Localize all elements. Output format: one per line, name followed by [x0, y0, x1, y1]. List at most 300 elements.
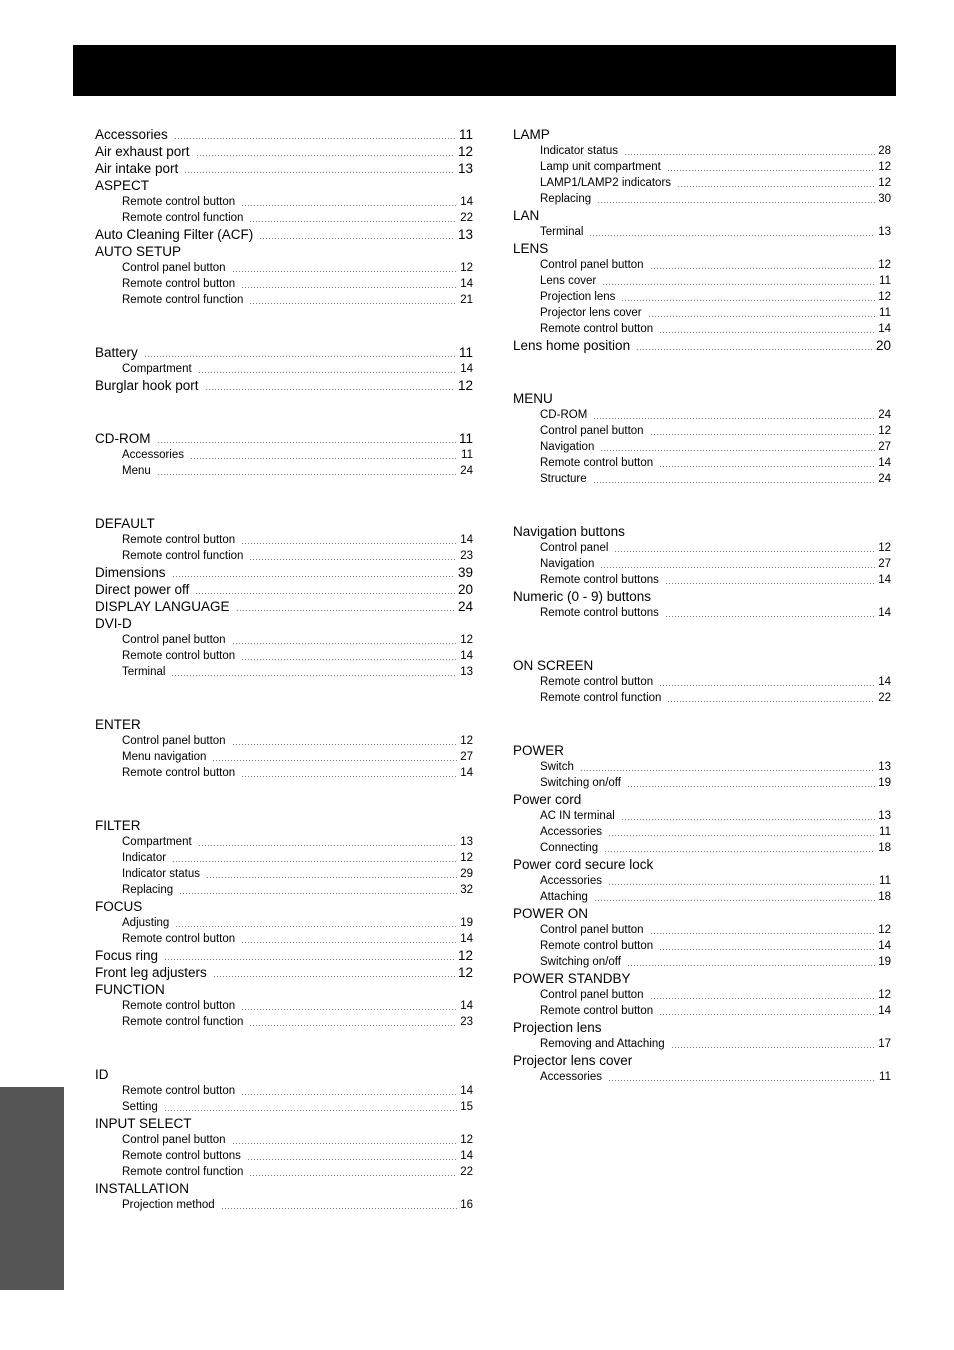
- index-entry: [95, 947, 473, 964]
- index-heading-label: POWER: [513, 743, 565, 758]
- index-subentry: [540, 471, 891, 487]
- index-heading-label: POWER STANDBY: [513, 971, 631, 986]
- entry-label: Remote control buttons: [540, 607, 659, 619]
- index-heading-label: DVI-D: [95, 616, 132, 631]
- page-number: 12: [878, 425, 891, 437]
- dot-leader: [650, 434, 876, 435]
- index-heading: [95, 1115, 473, 1132]
- page-number: 22: [460, 1166, 473, 1178]
- index-heading-label: INSTALLATION: [95, 1181, 190, 1196]
- section-gap: [95, 308, 473, 344]
- dot-leader: [659, 685, 875, 686]
- page-number: 14: [460, 767, 473, 779]
- section-gap: [513, 354, 891, 390]
- index-heading: [95, 515, 473, 532]
- page-number: 32: [460, 884, 473, 896]
- index-subentry: [540, 954, 891, 970]
- dot-leader: [608, 1080, 876, 1081]
- entry-label: Remote control buttons: [122, 1150, 241, 1162]
- index-subentry: [122, 834, 473, 850]
- index-subentry: [540, 605, 891, 621]
- dot-leader: [144, 356, 456, 357]
- entry-label: Terminal: [122, 666, 166, 678]
- index-heading: [95, 177, 473, 194]
- page-number: 22: [460, 212, 473, 224]
- entry-label: Remote control function: [540, 692, 662, 704]
- dot-leader: [195, 593, 455, 594]
- index-subentry: [122, 532, 473, 548]
- entry-label: Setting: [122, 1101, 158, 1113]
- dot-leader: [614, 551, 875, 552]
- index-subentry: [540, 808, 891, 824]
- index-subentry: [540, 987, 891, 1003]
- entry-label: Remote control button: [122, 278, 236, 290]
- index-heading-label: Projection lens: [513, 1020, 602, 1035]
- index-heading: [513, 657, 891, 674]
- index-subentry: [540, 407, 891, 423]
- page-number: 11: [461, 449, 473, 461]
- index-heading-label: Navigation buttons: [513, 524, 625, 539]
- index-subentry: [122, 260, 473, 276]
- index-subentry: [540, 572, 891, 588]
- dot-leader: [621, 300, 875, 301]
- index-subentry: [122, 648, 473, 664]
- dot-leader: [241, 1009, 457, 1010]
- page-number: 12: [460, 262, 473, 274]
- index-heading: [513, 1052, 891, 1069]
- entry-label: Lens home position: [513, 338, 631, 353]
- entry-label: Navigation: [540, 441, 595, 453]
- index-subentry: [122, 1148, 473, 1164]
- index-entry: [95, 126, 473, 143]
- page-number: 13: [878, 226, 891, 238]
- page-number: 23: [460, 1016, 473, 1028]
- dot-leader: [593, 482, 876, 483]
- entry-label: Air intake port: [95, 161, 179, 176]
- entry-label: Remote control button: [540, 940, 654, 952]
- entry-label: Air exhaust port: [95, 144, 190, 159]
- dot-leader: [190, 458, 458, 459]
- entry-label: Control panel button: [122, 1134, 226, 1146]
- index-entry: [95, 581, 473, 598]
- index-heading-label: LENS: [513, 241, 549, 256]
- dot-leader: [232, 744, 458, 745]
- entry-label: Remote control function: [122, 212, 244, 224]
- dot-leader: [621, 819, 875, 820]
- entry-label: Direct power off: [95, 582, 190, 597]
- index-subentry: [540, 840, 891, 856]
- page-number: 11: [879, 307, 891, 319]
- dot-leader: [241, 1094, 457, 1095]
- page-number: 12: [460, 735, 473, 747]
- entry-label: Connecting: [540, 842, 599, 854]
- entry-label: Menu navigation: [122, 751, 207, 763]
- side-tab: [0, 1087, 64, 1290]
- entry-label: Switching on/off: [540, 777, 621, 789]
- page-number: 11: [458, 431, 473, 446]
- page-number: 14: [460, 1000, 473, 1012]
- page-number: 13: [460, 666, 473, 678]
- entry-label: Burglar hook port: [95, 378, 199, 393]
- dot-leader: [206, 877, 457, 878]
- dot-leader: [627, 965, 875, 966]
- index-subentry: [122, 1014, 473, 1030]
- index-heading: [513, 1019, 891, 1036]
- dot-leader: [249, 1175, 457, 1176]
- index-heading: [95, 1180, 473, 1197]
- index-subentry: [540, 289, 891, 305]
- page-number: 11: [879, 826, 891, 838]
- page-number: 14: [460, 196, 473, 208]
- entry-label: Structure: [540, 473, 587, 485]
- dot-leader: [650, 268, 876, 269]
- entry-label: Control panel button: [540, 425, 644, 437]
- dot-leader: [241, 287, 457, 288]
- entry-label: Switching on/off: [540, 956, 621, 968]
- section-gap: [95, 1030, 473, 1066]
- index-heading: [513, 126, 891, 143]
- section-gap: [513, 487, 891, 523]
- index-subentry: [122, 882, 473, 898]
- dot-leader: [665, 616, 875, 617]
- index-subentry: [122, 931, 473, 947]
- index-entry: [95, 226, 473, 243]
- entry-label: Remote control button: [122, 650, 236, 662]
- page-number: 11: [879, 875, 891, 887]
- index-heading: [95, 243, 473, 260]
- index-heading: [513, 523, 891, 540]
- page-number: 20: [457, 582, 473, 597]
- entry-label: Remote control function: [122, 1166, 244, 1178]
- dot-leader: [636, 349, 873, 350]
- dot-leader: [627, 786, 875, 787]
- page-number: 18: [878, 891, 891, 903]
- index-heading-label: LAN: [513, 208, 540, 223]
- index-subentry: [122, 194, 473, 210]
- entry-label: Remote control button: [122, 767, 236, 779]
- index-entry: [95, 430, 473, 447]
- entry-label: Replacing: [540, 193, 592, 205]
- entry-label: AC IN terminal: [540, 810, 615, 822]
- index-heading-label: LAMP: [513, 127, 550, 142]
- entry-label: Accessories: [95, 127, 168, 142]
- index-heading: [95, 898, 473, 915]
- dot-leader: [164, 1110, 457, 1111]
- dot-leader: [593, 418, 875, 419]
- dot-leader: [157, 474, 457, 475]
- index-subentry: [540, 423, 891, 439]
- index-subentry: [122, 292, 473, 308]
- entry-label: Replacing: [122, 884, 174, 896]
- index-heading: [513, 791, 891, 808]
- entry-label: Auto Cleaning Filter (ACF): [95, 227, 254, 242]
- index-entry: [95, 564, 473, 581]
- index-subentry: [540, 455, 891, 471]
- entry-label: Remote control button: [122, 1000, 236, 1012]
- dot-leader: [174, 138, 456, 139]
- entry-label: Accessories: [122, 449, 184, 461]
- page-number: 14: [878, 574, 891, 586]
- dot-leader: [184, 172, 455, 173]
- entry-label: Indicator status: [540, 145, 618, 157]
- index-subentry: [122, 548, 473, 564]
- entry-label: Remote control button: [122, 933, 236, 945]
- page-number: 14: [460, 278, 473, 290]
- page-number: 13: [460, 836, 473, 848]
- index-heading-label: AUTO SETUP: [95, 244, 182, 259]
- page-number: 12: [878, 177, 891, 189]
- dot-leader: [650, 998, 876, 999]
- dot-leader: [247, 1159, 457, 1160]
- entry-label: Accessories: [540, 1071, 602, 1083]
- dot-leader: [659, 1014, 875, 1015]
- page-number: 14: [460, 933, 473, 945]
- index-subentry: [540, 1003, 891, 1019]
- section-gap: [95, 781, 473, 817]
- page-number: 14: [878, 1005, 891, 1017]
- dot-leader: [659, 949, 875, 950]
- entry-label: Remote control button: [122, 534, 236, 546]
- dot-leader: [608, 835, 876, 836]
- index-heading-label: POWER ON: [513, 906, 589, 921]
- entry-label: Control panel button: [122, 634, 226, 646]
- index-subentry: [122, 765, 473, 781]
- page-number: 14: [878, 676, 891, 688]
- entry-label: Attaching: [540, 891, 588, 903]
- page-number: 13: [878, 761, 891, 773]
- dot-leader: [232, 271, 458, 272]
- entry-label: Control panel button: [540, 989, 644, 1001]
- dot-leader: [249, 559, 457, 560]
- entry-label: Control panel button: [540, 924, 644, 936]
- index-subentry: [540, 775, 891, 791]
- dot-leader: [667, 170, 875, 171]
- entry-label: Dimensions: [95, 565, 166, 580]
- page-number: 12: [460, 634, 473, 646]
- dot-leader: [232, 1143, 458, 1144]
- index-column-right: [513, 126, 891, 1085]
- dot-leader: [205, 389, 455, 390]
- index-subentry: [540, 439, 891, 455]
- entry-label: Menu: [122, 465, 151, 477]
- page-number: 24: [878, 409, 891, 421]
- entry-label: Accessories: [540, 826, 602, 838]
- entry-label: Remote control button: [122, 196, 236, 208]
- dot-leader: [175, 926, 457, 927]
- page-number: 12: [457, 948, 473, 963]
- page-number: 23: [460, 550, 473, 562]
- index-subentry: [122, 866, 473, 882]
- dot-leader: [650, 933, 876, 934]
- index-heading: [513, 390, 891, 407]
- index-subentry: [122, 1083, 473, 1099]
- dot-leader: [157, 442, 456, 443]
- entry-label: Compartment: [122, 363, 192, 375]
- entry-label: Projector lens cover: [540, 307, 642, 319]
- index-subentry: [540, 305, 891, 321]
- page-number: 16: [460, 1199, 473, 1211]
- index-entry: [95, 143, 473, 160]
- index-heading-label: Projector lens cover: [513, 1053, 633, 1068]
- index-subentry: [122, 447, 473, 463]
- page-number: 27: [878, 441, 891, 453]
- dot-leader: [597, 202, 875, 203]
- page-number: 17: [878, 1038, 891, 1050]
- dot-leader: [659, 466, 875, 467]
- entry-label: Switch: [540, 761, 574, 773]
- dot-leader: [249, 303, 457, 304]
- page-number: 14: [460, 650, 473, 662]
- entry-label: Control panel button: [122, 735, 226, 747]
- entry-label: Battery: [95, 345, 138, 360]
- index-subentry: [122, 998, 473, 1014]
- page-number: 14: [878, 940, 891, 952]
- index-heading: [513, 240, 891, 257]
- index-heading: [95, 615, 473, 632]
- page-number: 12: [457, 965, 473, 980]
- index-subentry: [122, 361, 473, 377]
- page-number: 28: [878, 145, 891, 157]
- index-entry: [95, 160, 473, 177]
- index-heading: [513, 742, 891, 759]
- dot-leader: [221, 1208, 458, 1209]
- page-number: 11: [879, 275, 891, 287]
- page-number: 14: [878, 323, 891, 335]
- index-entry: [95, 964, 473, 981]
- entry-label: Focus ring: [95, 948, 159, 963]
- index-subentry: [540, 674, 891, 690]
- entry-label: Control panel button: [540, 259, 644, 271]
- index-subentry: [540, 759, 891, 775]
- entry-label: CD-ROM: [95, 431, 151, 446]
- index-subentry: [540, 224, 891, 240]
- page-number: 12: [878, 989, 891, 1001]
- index-subentry: [540, 540, 891, 556]
- dot-leader: [665, 583, 875, 584]
- page-number: 19: [878, 777, 891, 789]
- index-entry: [95, 344, 473, 361]
- dot-leader: [624, 154, 875, 155]
- page-number: 15: [460, 1101, 473, 1113]
- index-heading-label: Numeric (0 - 9) buttons: [513, 589, 652, 604]
- dot-leader: [677, 186, 875, 187]
- dot-leader: [196, 155, 455, 156]
- dot-leader: [241, 942, 457, 943]
- entry-label: DISPLAY LANGUAGE: [95, 599, 230, 614]
- index-subentry: [540, 690, 891, 706]
- page-number: 14: [460, 363, 473, 375]
- index-subentry: [122, 276, 473, 292]
- dot-leader: [667, 701, 875, 702]
- page-number: 12: [457, 144, 473, 159]
- entry-label: Remote control button: [540, 457, 654, 469]
- index-heading: [95, 1066, 473, 1083]
- entry-label: Remote control function: [122, 1016, 244, 1028]
- index-heading-label: ASPECT: [95, 178, 150, 193]
- index-subentry: [540, 556, 891, 572]
- page-number: 14: [460, 1150, 473, 1162]
- page-number: 14: [460, 1085, 473, 1097]
- dot-leader: [589, 235, 875, 236]
- index-subentry: [540, 1036, 891, 1052]
- index-subentry: [122, 733, 473, 749]
- index-subentry: [122, 1164, 473, 1180]
- index-heading-label: MENU: [513, 391, 553, 406]
- index-heading: [513, 588, 891, 605]
- index-entry: [95, 377, 473, 394]
- index-heading-label: INPUT SELECT: [95, 1116, 192, 1131]
- index-subentry: [540, 175, 891, 191]
- entry-label: Remote control buttons: [540, 574, 659, 586]
- index-subentry: [122, 463, 473, 479]
- index-subentry: [122, 1099, 473, 1115]
- entry-label: Control panel button: [122, 262, 226, 274]
- entry-label: Indicator status: [122, 868, 200, 880]
- page-number: 12: [878, 542, 891, 554]
- page-number: 27: [878, 558, 891, 570]
- index-subentry: [540, 873, 891, 889]
- page-number: 12: [460, 1134, 473, 1146]
- entry-label: Terminal: [540, 226, 584, 238]
- index-subentry: [122, 632, 473, 648]
- page-number: 21: [460, 294, 473, 306]
- dot-leader: [648, 316, 876, 317]
- index-subentry: [122, 210, 473, 226]
- index-heading: [95, 716, 473, 733]
- entry-label: CD-ROM: [540, 409, 588, 421]
- dot-leader: [241, 205, 457, 206]
- entry-label: Lamp unit compartment: [540, 161, 661, 173]
- index-subentry: [122, 664, 473, 680]
- index-heading: [95, 817, 473, 834]
- index-heading-label: DEFAULT: [95, 516, 155, 531]
- section-gap: [95, 479, 473, 515]
- dot-leader: [164, 959, 455, 960]
- page-number: 12: [460, 852, 473, 864]
- page-number: 24: [460, 465, 473, 477]
- index-entry: [513, 337, 891, 354]
- entry-label: Remote control button: [540, 1005, 654, 1017]
- section-gap: [95, 680, 473, 716]
- page-number: 11: [879, 1071, 891, 1083]
- dot-leader: [600, 567, 875, 568]
- page-number: 13: [878, 810, 891, 822]
- dot-leader: [172, 576, 455, 577]
- index-heading-label: FOCUS: [95, 899, 143, 914]
- dot-leader: [198, 845, 458, 846]
- page-number: 12: [457, 378, 473, 393]
- dot-leader: [213, 976, 455, 977]
- dot-leader: [172, 861, 457, 862]
- entry-label: Projection method: [122, 1199, 215, 1211]
- dot-leader: [604, 851, 875, 852]
- page-number: 12: [878, 161, 891, 173]
- index-subentry: [540, 257, 891, 273]
- page-number: 14: [460, 534, 473, 546]
- index-subentry: [540, 889, 891, 905]
- index-subentry: [540, 191, 891, 207]
- index-subentry: [540, 824, 891, 840]
- dot-leader: [179, 893, 457, 894]
- dot-leader: [600, 450, 875, 451]
- index-entry: [95, 598, 473, 615]
- index-subentry: [540, 938, 891, 954]
- entry-label: Front leg adjusters: [95, 965, 207, 980]
- index-subentry: [540, 273, 891, 289]
- index-heading: [513, 970, 891, 987]
- entry-label: Removing and Attaching: [540, 1038, 665, 1050]
- index-subentry: [540, 143, 891, 159]
